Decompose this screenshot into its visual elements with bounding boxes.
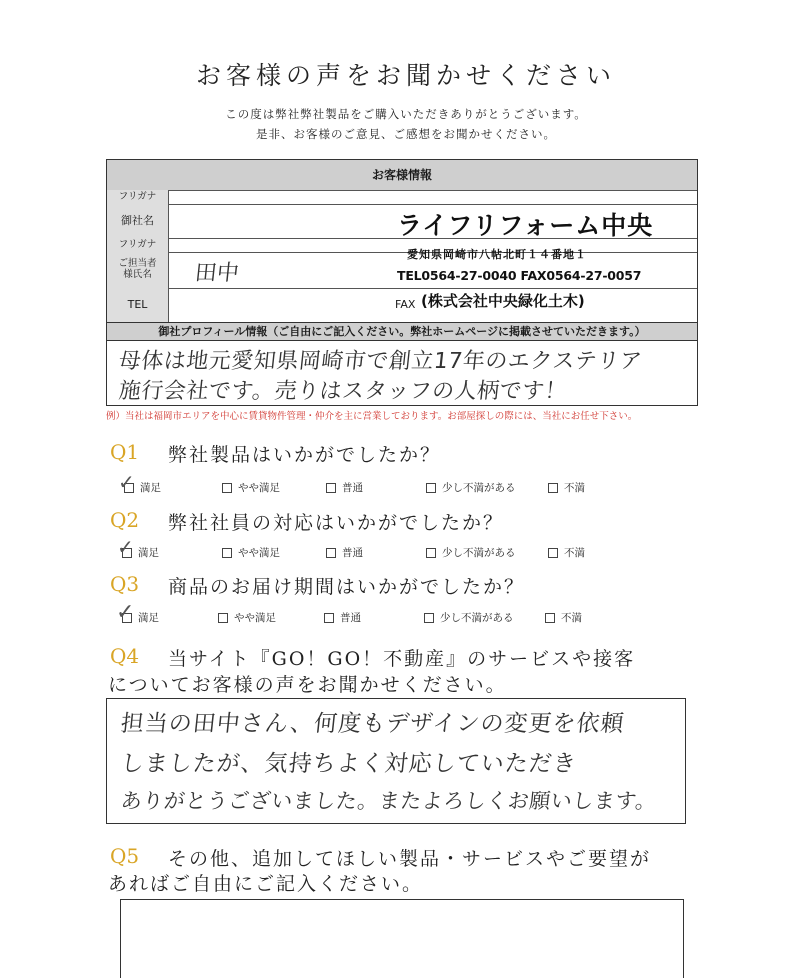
q1-number: Q1 [110,440,140,464]
q2-text: 弊社社員の対応はいかがでしたか？ [168,512,505,534]
check-mark-icon: ✓ [117,535,134,559]
person-value[interactable]: 田中 [193,261,241,286]
check-mark-icon: ✓ [116,600,135,625]
q3-option-slightly-dissatisfied[interactable]: 少し不満がある [424,610,514,625]
q2-option-somewhat-satisfied[interactable]: やや満足 [222,545,280,560]
q4-answer-line-2: しましたが、気持ちよく対応していただき [119,751,579,777]
intro-line-2: 是非、お客様のご意見、ご感想をお聞かせください。 [256,127,556,141]
customer-info-table [106,159,698,325]
furigana-row-1 [107,190,697,205]
checkbox-icon[interactable] [222,483,232,493]
q2-number: Q2 [110,508,140,532]
furigana-label-2: フリガナ [107,238,169,252]
q3-text: 商品のお届け期間はいかがでしたか？ [168,576,526,598]
page-title: お客様の声をお聞かせください [195,61,616,90]
q2-option-slightly-dissatisfied[interactable]: 少し不満がある [426,545,516,560]
profile-text-box[interactable] [106,340,698,406]
q1-option-neutral[interactable]: 普通 [326,480,363,495]
customer-info-heading: お客様情報 [107,160,697,191]
q3-option-satisfied[interactable]: 満足 [122,610,159,625]
q4-answer-line-3: ありがとうございました。またよろしくお願いします。 [119,789,658,813]
checkbox-icon[interactable] [424,613,434,623]
checkbox-icon[interactable] [548,483,558,493]
profile-text-line-1: 母体は地元愛知県岡崎市で創立17年のエクステリア [117,349,644,374]
q2-option-satisfied[interactable]: 満足 [122,545,159,560]
stamp-tel-fax: TEL0564-27-0040 FAX0564-27-0057 [397,268,642,283]
q3-option-neutral[interactable]: 普通 [324,610,361,625]
q3-number: Q3 [110,572,140,596]
q3-option-dissatisfied[interactable]: 不満 [545,610,582,625]
checkbox-icon[interactable] [222,548,232,558]
q1-text: 弊社製品はいかがでしたか？ [168,444,442,466]
q5-text-line-1: その他、追加してほしい製品・サービスやご要望が [168,848,652,870]
q1-option-somewhat-satisfied[interactable]: やや満足 [222,480,280,495]
checkbox-icon[interactable] [426,548,436,558]
stamp-address: 愛知県岡崎市八帖北町１４番地１ [407,248,587,261]
checkbox-icon[interactable] [326,548,336,558]
profile-example-note: 例）当社は福岡市エリアを中心に賃貸物件管理・仲介を主に営業しております。お部屋探しの際には、当社にお任せ下さい。 [106,411,638,422]
q4-answer-box[interactable] [106,698,686,824]
q5-text-line-2: あればご自由にご記入ください。 [108,873,424,895]
intro-line-1: この度は弊社弊社製品をご購入いただきありがとうございます。 [225,107,587,121]
q1-option-slightly-dissatisfied[interactable]: 少し不満がある [426,480,516,495]
tel-fax-row[interactable] [107,288,697,323]
company-label: 御社名 [107,204,169,238]
q1-option-satisfied[interactable]: 満足 [124,480,161,495]
q4-number: Q4 [110,644,140,668]
tel-label: TEL [107,288,169,323]
check-mark-icon: ✓ [118,470,135,494]
checkbox-icon[interactable] [545,613,555,623]
q5-number: Q5 [110,844,140,868]
stamp-company-name: ライフリフォーム中央 [397,211,654,240]
q4-text-line-2: についてお客様の声をお聞かせください。 [108,674,507,696]
q4-answer-line-1: 担当の田中さん、何度もデザインの変更を依頼 [119,711,626,737]
fax-label: FAX [395,298,416,311]
person-label: ご担当者 様氏名 [107,252,169,288]
q1-option-dissatisfied[interactable]: 不満 [548,480,585,495]
q5-answer-box[interactable] [120,899,684,978]
checkbox-icon[interactable] [426,483,436,493]
checkbox-icon[interactable] [218,613,228,623]
profile-text-line-2: 施行会社です。売りはスタッフの人柄です！ [117,379,569,404]
checkbox-icon[interactable] [326,483,336,493]
q2-option-neutral[interactable]: 普通 [326,545,363,560]
profile-heading: 御社プロフィール情報（ご自由にご記入ください。弊社ホームページに掲載させていただきます。） [106,322,698,341]
stamp-corporation: (株式会社中央緑化土木) [421,292,585,310]
q4-text-line-1: 当サイト『GO！GO！不動産』のサービスや接客 [168,648,636,670]
furigana-label-1: フリガナ [107,190,169,204]
q3-option-somewhat-satisfied[interactable]: やや満足 [218,610,276,625]
checkbox-icon[interactable] [324,613,334,623]
checkbox-icon[interactable] [548,548,558,558]
q2-option-dissatisfied[interactable]: 不満 [548,545,585,560]
